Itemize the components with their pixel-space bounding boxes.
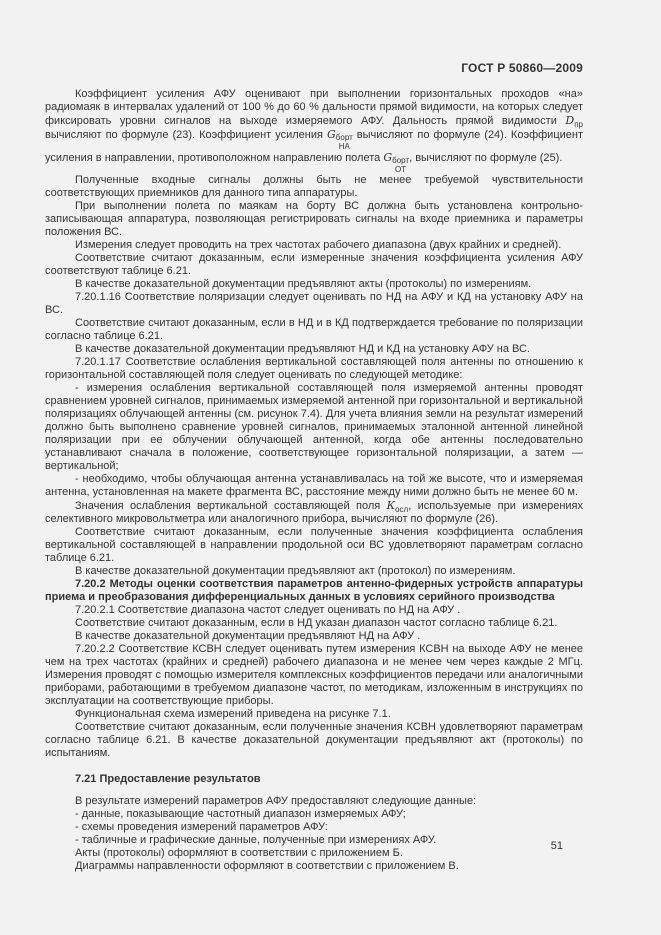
paragraph: В результате измерений параметров АФУ предоставляют следующие данные: (75, 795, 477, 807)
paragraph: Соответствие считают доказанным, если измеренные значения коэффициента усиления АФУ соответствуют таблице 6.21. (45, 252, 583, 277)
stacked-subscript: борт ОТ (392, 156, 410, 174)
formula-variable: G борт НА (327, 128, 353, 151)
paragraph: 7.20.2 Методы оценки соответствия параметров антенно-фидерных устройств аппаратуры приема и преобразования дифференциальных данных в условиях серийного производства (45, 578, 583, 603)
paragraph: Соответствие считают доказанным, если в НД указан диапазон частот согласно таблице 6.21. (75, 617, 558, 629)
paragraph: Функциональная схема измерений приведена на рисунке 7.1. (75, 708, 391, 720)
paragraph: 7.20.2.2 Соответствие КСВН следует оценивать путем измерения КСВН на выходе АФУ не менее чем на трех частотах (крайних и средней) рабочего диапазона и не менее чем через каждые 2 МГц. Измерения проводят с помощью измерителя комплексных коэффициентов передачи или аналогичными приборами, работающими в требуемом диапазоне частот, по методикам, изложенным в инструкциях по эксплуатации на соответствующие приборы. (45, 643, 583, 707)
paragraph: Значения ослабления вертикальной составляющей поля $К_{осл}$, используемые при измерениях селективного микровольтметра или аналогичного прибора, вычисляют по формуле (26). (45, 499, 583, 525)
paragraph: В качестве доказательной документации предъявляют НД на АФУ . (75, 630, 421, 642)
paragraph: - табличные и графические данные, полученные при измерениях АФУ. (75, 834, 437, 846)
document-body (45, 88, 583, 873)
formula-variable: $К_{осл}$ (386, 499, 409, 515)
paragraph: Акты (протоколы) оформляют в соответствии с приложением Б. (75, 847, 403, 859)
paragraph: 7.20.2.1 Соответствие диапазона частот следует оценивать по НД на АФУ . (75, 604, 461, 616)
paragraph: Соответствие считают доказанным, если в НД и в КД подтверждается требование по поляризации согласно таблице 6.21. (45, 317, 583, 342)
standard-code: ГОСТ Р 50860—2009 (461, 61, 583, 75)
paragraph: В качестве доказательной документации предъявляют акты (протоколы) по измерениям. (75, 278, 532, 290)
paragraph: - схемы проведения измерений параметров АФУ: (75, 821, 328, 833)
section-heading: 7.21 Предоставление результатов (75, 773, 261, 785)
stacked-subscript: борт НА (335, 133, 353, 151)
paragraph: В качестве доказательной документации предъявляют акт (протокол) по измерениям. (75, 565, 516, 577)
paragraph: Соответствие считают доказанным, если полученные значения коэффициента ослабления вертикальной составляющей в направлении продольной оси ВС удовлетворяют параметрам согласно таблице 6.21. (45, 526, 583, 564)
paragraph: - измерения ослабления вертикальной составляющей поля измеряемой антенны проводят сравнением уровней сигналов, принимаемых измеряемой антенной при горизонтальной и вертикальной поляризациях облучающей антенны (см. рисунок 7.4). Для учета влияния земли на результат измерений должно быть выполнено сравнение уровней сигналов, принимаемых эталонной антенной линейной поляризации при ее облучении облучающей антенной, когда обе антенны последовательно устанавливают сначала в положение, соответствующее горизонтальной поляризации, а затем — вертикальной; (45, 382, 583, 472)
paragraph: Коэффициент усиления АФУ оценивают при выполнении горизонтальных проходов «на» радиомаяк в интервалах удалений от 100 % до 60 % дальности прямой видимости, на которых следует фиксировать уровни сигналов на выходе измеряемого АФУ. Дальность прямой видимости $D_{пр}$ вычисляют по формуле (23). Коэффициент усиления G борт НА вычисляют по формуле (24). Коэффициент усиления в направлении, противоположном направлению полета G борт ОТ , вычисляют по формуле (25). (45, 88, 583, 174)
formula-variable: G борт ОТ (383, 151, 410, 174)
paragraph: - необходимо, чтобы облучающая антенна устанавливалась на той же высоте, что и измеряемая антенна, установленная на макете фрагмента ВС, расстояние между ними должно быть не менее 60 м. (45, 473, 583, 498)
formula-variable: $D_{пр}$ (565, 114, 583, 130)
paragraph: Соответствие считают доказанным, если полученные значения КСВН удовлетворяют параметрам согласно таблице 6.21. В качестве доказательной документации предъявляют акт (протоколы) по испытаниям. (45, 721, 583, 759)
page-number: 51 (550, 840, 563, 852)
paragraph: - данные, показывающие частотный диапазон измеряемых АФУ; (75, 808, 406, 820)
paragraph: 7.20.1.17 Соответствие ослабления вертикальной составляющей поля антенны по отношению к горизонтальной составляющей поля следует оценивать по следующей методике: (45, 356, 583, 381)
paragraph: В качестве доказательной документации предъявляют НД и КД на установку АФУ на ВС. (75, 343, 530, 355)
paragraph: 7.20.1.16 Соответствие поляризации следует оценивать по НД на АФУ и КД на установку АФУ на ВС. (45, 291, 583, 316)
paragraph: При выполнении полета по маякам на борту ВС должна быть установлена контрольно-записывающая аппаратура, позволяющая регистрировать сигналы на входе приемника и параметры положения ВС. (45, 200, 583, 238)
paragraph: Измерения следует проводить на трех частотах рабочего диапазона (двух крайних и средней). (75, 239, 562, 251)
paragraph: Диаграммы направленности оформляют в соответствии с приложением В. (75, 860, 459, 872)
paragraph: Полученные входные сигналы должны быть не менее требуемой чувствительности соответствующих приемников для данного типа аппаратуры. (45, 174, 583, 199)
